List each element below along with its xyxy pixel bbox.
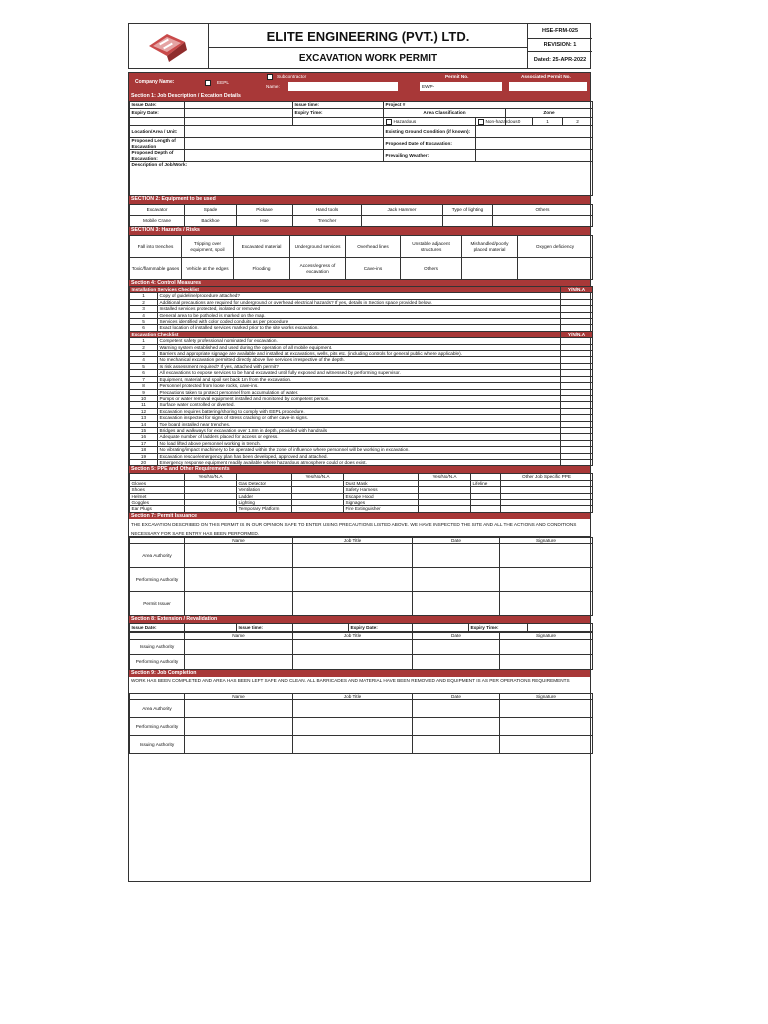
hazardous-option[interactable] — [384, 118, 476, 126]
ppe-answer[interactable] — [185, 506, 237, 512]
ppe-yn-header: Yes/No/N.A — [185, 474, 237, 480]
expiry-date-input[interactable] — [185, 109, 293, 118]
checklist-item: Equipment, material and spoil set back 1m from the excavation. — [158, 376, 561, 382]
proposed-date-input[interactable] — [476, 138, 593, 150]
ext-issue-date-label: Issue Date: — [130, 624, 185, 632]
checklist-number: 15 — [130, 427, 158, 433]
checklist-item: Surface water controlled or diverted. — [158, 402, 561, 408]
checklist-number: 13 — [130, 415, 158, 421]
ppe-ventilation: Ventilation — [237, 487, 292, 493]
company-name-label: Company Name: — [135, 79, 175, 85]
checklist-item: Services identified with color coded conduits as per procedure — [158, 319, 561, 325]
hazardous-checkbox[interactable] — [386, 119, 392, 125]
checklist-number: 11 — [130, 402, 158, 408]
hazardous-label: Hazardous — [393, 118, 417, 124]
role-performing-authority: Performing Authority — [130, 718, 185, 736]
checklist-item: Additional precautions are required for underground or overhead electrical hazards? If yes, details in Section space provided below. — [158, 299, 561, 305]
permit-no-input[interactable]: EWP- — [420, 82, 502, 91]
column-name: Name — [185, 633, 293, 639]
issue-date-label: Issue Date: — [130, 102, 185, 109]
ppe-ear-plugs: Ear Plugs — [130, 506, 185, 512]
section-1-table — [129, 101, 593, 196]
checklist-number: 16 — [130, 434, 158, 440]
signature-field[interactable] — [500, 568, 593, 592]
signature-field[interactable] — [293, 736, 413, 754]
subcontractor-label: Subcontractor — [277, 74, 307, 79]
ppe-goggles: Goggles — [130, 500, 185, 506]
other-ppe-header: Other Job Specific PPE — [501, 474, 593, 480]
associated-permit-input[interactable] — [509, 82, 587, 91]
zone-0[interactable]: 0 — [506, 118, 533, 126]
project-label: Project # — [384, 102, 593, 109]
signature-field[interactable] — [500, 718, 593, 736]
signature-field[interactable] — [293, 568, 413, 592]
signature-field[interactable] — [185, 700, 293, 718]
section-3-title: SECTION 3: Hazards / Risks — [129, 227, 590, 235]
ppe-lighting: Lighting — [237, 500, 292, 506]
ppe-ladder: Ladder — [237, 493, 292, 499]
ppe-yn-header: Yes/No/N.A — [292, 474, 344, 480]
equipment-jack-hammer[interactable]: Jack Hammer — [362, 205, 443, 216]
checklist-item: No load lifted above personnel working in trench. — [158, 440, 561, 446]
signature-field[interactable] — [185, 654, 293, 669]
excavation-checklist-title: Excavation Checklist — [130, 331, 561, 337]
role-performing-authority: Performing Authority — [130, 568, 185, 592]
section-2-title: SECTION 2: Equipment to be used — [129, 196, 590, 204]
checklist-number: 20 — [130, 459, 158, 465]
signature-field[interactable] — [413, 592, 500, 616]
checklist-number: 4 — [130, 312, 158, 318]
checklist-item: Adequate number of ladders placed for access or egress. — [158, 434, 561, 440]
zone-2[interactable]: 2 — [563, 118, 593, 126]
checklist-item: Personnel protected from loose rocks, cave-ins. — [158, 383, 561, 389]
weather-label: Prevailing Weather: — [384, 150, 476, 162]
signature-field[interactable] — [500, 736, 593, 754]
signature-field[interactable] — [293, 654, 413, 669]
checklist-item: Excavation requires battering/shoring to comply with EEPL procedure. — [158, 408, 561, 414]
hazard-access-egress-of-excavation[interactable]: Access/egress of excavation — [290, 258, 346, 280]
hazard-vehicle-at-the-edges[interactable]: Vehicle at the edges — [182, 258, 234, 280]
column-name: Name — [185, 537, 293, 543]
company-logo — [129, 24, 209, 69]
column-job-title: Job Title — [293, 633, 413, 639]
checklist-item: Barriers and appropriate signage are available and installed at excavations, wells, pits etc. (including controls for general public where applicable). — [158, 351, 561, 357]
control-measures-table — [129, 286, 593, 466]
yn-header: Y/N/N.A — [561, 287, 593, 293]
subcontractor-checkbox[interactable] — [267, 74, 273, 80]
equipment-blank[interactable] — [362, 216, 443, 227]
job-description-label: Description of Job/Work: — [131, 162, 188, 167]
section-1-title: Section 1: Job Description / Excation Details — [129, 93, 590, 101]
equipment-trencher[interactable]: Trencher — [293, 216, 362, 227]
signature-field[interactable] — [413, 736, 500, 754]
checklist-item: Installed services protected, isolated or removed — [158, 306, 561, 312]
ext-expiry-date-label: Expiry Date: — [349, 624, 413, 632]
equipment-mobile-crane[interactable]: Mobile Crane — [130, 216, 185, 227]
checklist-number: 5 — [130, 363, 158, 369]
checklist-item: Excavation rescue/emergency plan has been developed, approved and attached. — [158, 453, 561, 459]
issue-date-input[interactable] — [185, 102, 293, 109]
signature-field[interactable] — [413, 639, 500, 654]
hazard-overhead-lines[interactable]: Overhead lines — [346, 236, 401, 258]
checklist-item: All excavations to expose services to be hand excavated until fully exposed and witnessed by performing supervisor. — [158, 370, 561, 376]
subcontractor-name-label: Name: — [266, 84, 280, 89]
checklist-item: Bridges and walkways for excavation over 1.8m in depth, provided with handrails — [158, 427, 561, 433]
eepl-label: EEPL — [217, 80, 229, 85]
checklist-item: Toe board installed near trenches. — [158, 421, 561, 427]
proposed-depth-label: Proposed Depth of Excavation: — [130, 150, 185, 162]
hazard-excavated-material[interactable]: Excavated material — [234, 236, 290, 258]
signature-field[interactable] — [185, 639, 293, 654]
checklist-item: Copy of guideline/procedure attached? — [158, 293, 561, 299]
job-description-field[interactable] — [130, 162, 593, 196]
signature-field[interactable] — [413, 654, 500, 669]
checklist-item: Excavation inspected for signs of stress cracking or other cave-in signs. — [158, 415, 561, 421]
ppe-gloves: Gloves — [130, 480, 185, 486]
hazard-cave-ins[interactable]: Cave-ins — [346, 258, 401, 280]
proposed-depth-input[interactable] — [185, 150, 384, 162]
section-8-title: Section 8: Extension / Revalidation — [129, 616, 590, 623]
ppe-answer[interactable] — [419, 506, 471, 512]
role-permit-issuer: Permit Issuer — [130, 592, 185, 616]
checklist-number: 14 — [130, 421, 158, 427]
hazard-unstable-adjacent-structures[interactable]: Unstable adjacent structures — [401, 236, 462, 258]
equipment-hand-tools[interactable]: Hand tools — [293, 205, 362, 216]
proposed-length-input[interactable] — [185, 138, 384, 150]
column-date: Date — [413, 633, 500, 639]
hazards-table — [129, 235, 593, 280]
checklist-number: 17 — [130, 440, 158, 446]
checklist-item: Warning system established and used during the operation of all mobile equipment. — [158, 344, 561, 350]
company-row — [129, 73, 590, 93]
logo-mark-icon — [149, 34, 187, 62]
checklist-number: 2 — [130, 344, 158, 350]
section-4-title: Section 4: Control Measures — [129, 280, 590, 286]
zone-1[interactable]: 1 — [533, 118, 563, 126]
signature-field[interactable] — [185, 736, 293, 754]
issuance-statement: THE EXCAVATION DESCRIBED ON THIS PERMIT IS IN OUR OPINION SAFE TO ENTER USING PRECAUTIONS LISTED ABOVE. WE HAVE INSPECTED THE SITE AND ALL THE ACTIONS AND CONDITIONS NECESSARY FOR SAFE ENTRY HAS BEEN PERFORMED. — [129, 519, 590, 537]
ppe-gas-detector: Gas Detector — [237, 480, 292, 486]
checklist-item: Is risk assessment required? If yes, attached with permit? — [158, 363, 561, 369]
signature-field[interactable] — [293, 639, 413, 654]
ppe-lifeline: Lifeline — [471, 480, 501, 486]
checklist-item: Precautions taken to protect personnel from accumulation of water. — [158, 389, 561, 395]
ppe-answer[interactable] — [292, 506, 344, 512]
section-7-title: Section 7: Permit Issuance — [129, 513, 590, 519]
column-signature: Signature — [500, 633, 593, 639]
checklist-item: Pumps or water removal equipment installed and monitored by competent person. — [158, 395, 561, 401]
checklist-number: 1 — [130, 338, 158, 344]
hazard-flooding[interactable]: Flooding — [234, 258, 290, 280]
checklist-number: 9 — [130, 389, 158, 395]
checklist-row — [130, 459, 593, 465]
signature-field[interactable] — [413, 544, 500, 568]
equipment-type-of-lighting[interactable]: Type of lighting — [443, 205, 493, 216]
signature-field[interactable] — [293, 592, 413, 616]
signature-field[interactable] — [185, 568, 293, 592]
form-number: HSE-FRM-025 — [527, 24, 592, 39]
checklist-item: Competent safety professional nominated for excavation. — [158, 338, 561, 344]
issuance-table — [129, 537, 593, 616]
column-date: Date — [413, 693, 500, 699]
ppe-yn-header: Yes/No/N.A — [419, 474, 471, 480]
equipment-backhoe[interactable]: Backhoe — [185, 216, 237, 227]
non-hazardous-label: Non-hazardous — [485, 118, 518, 124]
form-date: Dated: 25-APR-2022 — [527, 52, 592, 69]
proposed-date-label: Proposed Date of Excavation: — [384, 138, 476, 150]
ext-expiry-time-input[interactable] — [528, 624, 593, 632]
other-ppe-input[interactable] — [501, 506, 593, 512]
ext-expiry-date-input[interactable] — [413, 624, 469, 632]
equipment-spade[interactable]: Spade — [185, 205, 237, 216]
signature-field[interactable] — [185, 592, 293, 616]
existing-ground-label: Existing Ground Condition (if known): — [384, 126, 476, 138]
section-9-title: Section 9: Job Completion — [129, 670, 590, 677]
expiry-date-label: Expiry Date: — [130, 109, 185, 118]
ppe-safety-harness: Safety Harness — [344, 487, 419, 493]
hazard-oxygen-deficiency[interactable]: Oxygen deficiency — [518, 236, 593, 258]
non-hazardous-checkbox[interactable] — [478, 119, 484, 125]
ppe-dust-mask: Dust Mask — [344, 480, 419, 486]
checklist-number: 5 — [130, 319, 158, 325]
expiry-time-label: Expiry Time: — [293, 109, 384, 118]
checklist-number: 6 — [130, 325, 158, 331]
location-label: Location/Area / Unit: — [130, 126, 185, 138]
zone-label: Zone — [506, 109, 593, 118]
column-date: Date — [413, 537, 500, 543]
ppe-table — [129, 473, 593, 512]
installation-checklist-title: Installation Services Checklist — [130, 287, 561, 293]
equipment-blank[interactable] — [443, 216, 493, 227]
ppe-temporary-platform: Temporary Platform — [237, 506, 292, 512]
non-hazardous-option[interactable] — [476, 118, 518, 126]
checklist-number: 18 — [130, 447, 158, 453]
checklist-number: 3 — [130, 306, 158, 312]
signature-field[interactable] — [293, 700, 413, 718]
permit-form — [128, 23, 591, 883]
checklist-number: 2 — [130, 299, 158, 305]
role-performing-authority: Performing Authority — [130, 654, 185, 669]
signature-field[interactable] — [500, 592, 593, 616]
checklist-item: General area to be potholed is marked on the map. — [158, 312, 561, 318]
extension-table — [129, 623, 593, 632]
column-name: Name — [185, 693, 293, 699]
checklist-item: Emergency response equipment readily available where hazardous atmosphere could or does exist. — [158, 459, 561, 465]
permit-no-label: Permit No. — [445, 74, 469, 79]
ext-issue-time-label: Issue time: — [237, 624, 293, 632]
ppe-fire-extinguisher: Fire Extinguisher — [344, 506, 419, 512]
completion-statement: WORK HAS BEEN COMPLETED AND AREA HAS BEEN LEFT SAFE AND CLEAN. ALL BARRICADES AND MATERIAL HAVE BEEN REMOVED AND EQUIPMENT IS AS PER OPERATIONS REQUIREMENTS — [131, 677, 570, 683]
ppe-helmet: Helmet — [130, 493, 185, 499]
checklist-number: 3 — [130, 351, 158, 357]
role-area-authority: Area Authority — [130, 544, 185, 568]
equipment-others[interactable]: Others — [493, 205, 593, 216]
equipment-blank[interactable] — [493, 216, 593, 227]
equipment-table — [129, 204, 593, 227]
form-revision: REVISION: 1 — [527, 39, 592, 52]
checklist-number: 19 — [130, 453, 158, 459]
area-classification-label: Area Classification — [384, 109, 506, 118]
signature-field[interactable] — [500, 544, 593, 568]
checklist-item: No mechanical excavation permitted directly above live services irrespective of the depth. — [158, 357, 561, 363]
extension-sign-table — [129, 632, 593, 669]
checklist-item: No vibrating/impact machinery to be operated within the zone of influence where personnel will be working in excavation. — [158, 447, 561, 453]
ext-issue-time-input[interactable] — [293, 624, 349, 632]
form-header — [128, 23, 591, 69]
hazard-underground-services[interactable]: Underground services — [290, 236, 346, 258]
role-issuing-authority: Issuing Authority — [130, 639, 185, 654]
checklist-number: 7 — [130, 376, 158, 382]
existing-ground-input[interactable] — [476, 126, 593, 138]
checklist-number: 4 — [130, 357, 158, 363]
ppe-signages: Signages — [344, 500, 419, 506]
company-name: ELITE ENGINEERING (PVT.) LTD. — [209, 26, 527, 48]
checklist-item: Exact location of installed services marked prior to the site works excavation. — [158, 325, 561, 331]
hazard-toxic-flammable-gases[interactable]: Toxic/flammable gases — [130, 258, 182, 280]
checklist-number: 1 — [130, 293, 158, 299]
yn-header: Y/N/N.A — [561, 331, 593, 337]
signature-field[interactable] — [500, 639, 593, 654]
checklist-number: 8 — [130, 383, 158, 389]
checklist-answer[interactable] — [561, 459, 593, 465]
column-job-title: Job Title — [293, 693, 413, 699]
form-title: EXCAVATION WORK PERMIT — [298, 53, 438, 64]
equipment-pickaxe[interactable]: Pickaxe — [237, 205, 293, 216]
signature-field[interactable] — [293, 544, 413, 568]
checklist-number: 10 — [130, 395, 158, 401]
issue-time-label: Issue time: — [293, 102, 384, 109]
hazard-others[interactable]: Others — [401, 258, 462, 280]
ext-issue-date-input[interactable] — [185, 624, 237, 632]
signature-field[interactable] — [413, 700, 500, 718]
signature-field[interactable] — [500, 654, 593, 669]
weather-input[interactable] — [476, 150, 593, 162]
hazard-mishandled-poorly-placed-material[interactable]: Mishandled/poorly placed material — [462, 236, 518, 258]
column-signature: Signature — [500, 537, 593, 543]
equipment-excavator[interactable]: Excavator — [130, 205, 185, 216]
signature-field[interactable] — [293, 718, 413, 736]
section-5-title: Section 5: PPE and Other Requirements — [129, 466, 590, 473]
checklist-number: 12 — [130, 408, 158, 414]
hazard-blank[interactable] — [518, 258, 593, 280]
role-issuing-authority: Issuing Authority — [130, 736, 185, 754]
form-body — [128, 72, 591, 882]
equipment-hoe[interactable]: Hoe — [237, 216, 293, 227]
signature-field[interactable] — [185, 544, 293, 568]
subcontractor-name-input[interactable] — [288, 82, 398, 91]
role-area-authority: Area Authority — [130, 700, 185, 718]
column-signature: Signature — [500, 693, 593, 699]
associated-permit-label: Associated Permit No. — [521, 74, 571, 79]
proposed-length-label: Proposed Length of Excavation — [130, 138, 185, 150]
ext-expiry-time-label: Expiry Time: — [469, 624, 528, 632]
signature-field[interactable] — [413, 568, 500, 592]
hazard-fall-into-trenches[interactable]: Fall into trenches — [130, 236, 182, 258]
column-job-title: Job Title — [293, 537, 413, 543]
hazard-blank[interactable] — [462, 258, 518, 280]
eepl-checkbox[interactable] — [205, 80, 211, 86]
ppe-escape-hood: Escape Hood — [344, 493, 419, 499]
checklist-number: 6 — [130, 370, 158, 376]
ppe-shoes: Shoes — [130, 487, 185, 493]
hazard-tripping-over-equipment-spoil[interactable]: Tripping over equipment, spoil — [182, 236, 234, 258]
signature-field[interactable] — [413, 718, 500, 736]
signature-field[interactable] — [185, 718, 293, 736]
completion-table — [129, 693, 593, 754]
signature-field[interactable] — [500, 700, 593, 718]
location-input[interactable] — [185, 126, 384, 138]
